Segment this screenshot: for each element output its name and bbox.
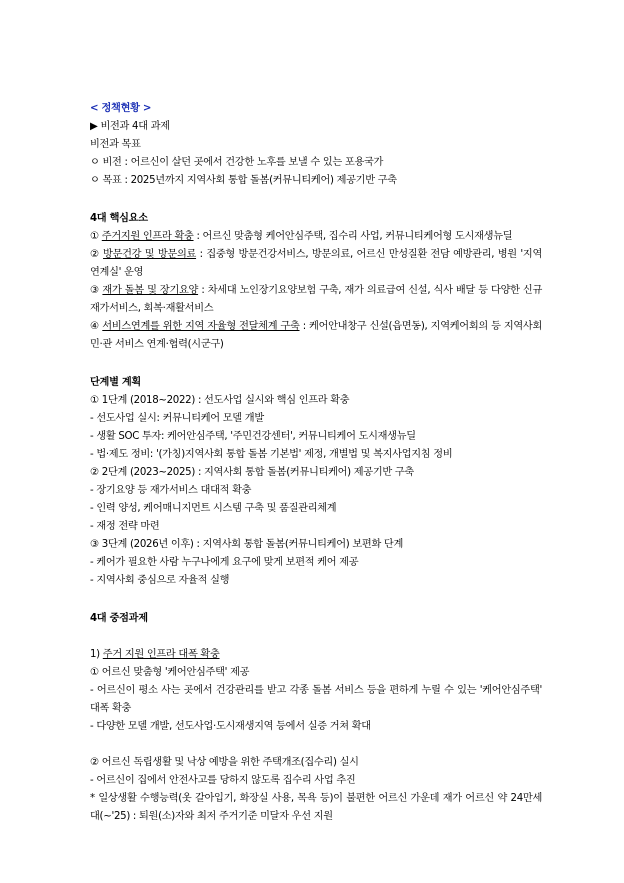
core-item-desc: : 차세대 노인장기요양보험 구축, 재가 의료급여 신설, 식사 배달 등 다양한 신규 재가서비스, 회복·재활서비스 (90, 285, 542, 314)
vision-header: ▶ 비전과 4대 과제 (90, 121, 170, 132)
task-line: - 어르신이 평소 사는 곳에서 건강관리를 받고 각종 돌봄 서비스 등을 편하게 누릴 수 있는 '케어안심주택' 대폭 확충 (90, 685, 542, 714)
core-heading: 4대 핵심요소 (90, 213, 148, 224)
core-item-num: ④ (90, 321, 103, 332)
section-title: < 정책현황 > (90, 103, 152, 114)
stage-line: - 재정 전략 마련 (90, 521, 160, 532)
core-item-desc: : 집중형 방문건강서비스, 방문의료, 어르신 만성질환 전담 예방관리, 병원 '지역연계실' 운영 (90, 249, 542, 278)
stage-line: - 케어가 필요한 사람 누구나에게 요구에 맞게 보편적 케어 제공 (90, 557, 359, 568)
core-item-title: 서비스연계를 위한 지역 자율형 전달체계 구축 (102, 321, 300, 332)
task-line: ② 어르신 독립생활 및 낙상 예방을 위한 주택개조(집수리) 실시 (90, 757, 359, 768)
core-item (90, 246, 542, 282)
stage-line: - 법·제도 정비: '(가칭)지역사회 통합 돌봄 기본법' 제정, 개별법 및 복지사업지침 정비 (90, 449, 453, 460)
tasks-heading: 4대 중점과제 (90, 613, 148, 624)
core-item-num: ② (90, 249, 104, 260)
stage-line: ③ 3단계 (2026년 이후) : 지역사회 통합 돌봄(커뮤니티케어) 보편화 단계 (90, 539, 404, 550)
stage-line: - 지역사회 중심으로 자율적 실행 (90, 575, 230, 586)
core-item (90, 228, 542, 246)
stage-line: ② 2단계 (2023~2025) : 지역사회 통합 돌봄(커뮤니티케어) 제공기반 구축 (90, 467, 414, 478)
task-line: - 어르신이 집에서 안전사고를 당하지 않도록 집수리 사업 추진 (90, 775, 356, 786)
core-item-desc: : 어르신 맞춤형 케어안심주택, 집수리 사업, 커뮤니티케어형 도시재생뉴딜 (193, 231, 513, 242)
stage-line: - 선도사업 실시: 커뮤니티케어 모델 개발 (90, 413, 264, 424)
vision-line: ㅇ 비전 : 어르신이 살던 곳에서 건강한 노후를 보낼 수 있는 포용국가 (90, 157, 384, 168)
core-item-num: ① (90, 231, 102, 242)
stage-line: - 인력 양성, 케어매니지먼트 시스템 구축 및 품질관리체계 (90, 503, 337, 514)
goal-line: ㅇ 목표 : 2025년까지 지역사회 통합 돌봄(커뮤니티케어) 제공기반 구축 (90, 175, 397, 186)
task-line: - 다양한 모델 개발, 선도사업·도시재생지역 등에서 실증 거쳐 확대 (90, 721, 371, 732)
task-line: ① 어르신 맞춤형 '케어안심주택' 제공 (90, 667, 250, 678)
core-item-title: 주거지원 인프라 확충 (101, 231, 194, 242)
stage-line: - 장기요양 등 재가서비스 대대적 확충 (90, 485, 252, 496)
task-note: * 일상생활 수행능력(옷 갈아입기, 화장실 사용, 목욕 등)이 불편한 어르신 가운데 재가 어르신 약 24만세대(~'25) : 퇴원(소)자와 최저 주거기준 미달자 우선 지원 (90, 793, 542, 822)
task-subheading-num: 1) (90, 649, 103, 660)
core-item-title: 재가 돌봄 및 장기요양 (102, 285, 199, 296)
core-item (90, 318, 542, 354)
vision-subheading: 비전과 목표 (90, 139, 141, 150)
core-item (90, 282, 542, 318)
stages-heading: 단계별 계획 (90, 377, 141, 388)
core-item-title: 방문건강 및 방문의료 (103, 249, 197, 260)
task-subheading-title: 주거 지원 인프라 대폭 확충 (102, 649, 220, 660)
stage-line: - 생활 SOC 투자: 케어안심주택, '주민건강센터', 커뮤니티케어 도시재생뉴딜 (90, 431, 416, 442)
task-subheading (90, 646, 542, 664)
document-page (90, 100, 542, 826)
core-item-num: ③ (90, 285, 103, 296)
core-item-desc: : 케어안내창구 신설(읍면동), 지역케어회의 등 지역사회 민·관 서비스 연계·협력(시군구) (90, 321, 542, 350)
stage-line: ① 1단계 (2018~2022) : 선도사업 실시와 핵심 인프라 확충 (90, 395, 350, 406)
